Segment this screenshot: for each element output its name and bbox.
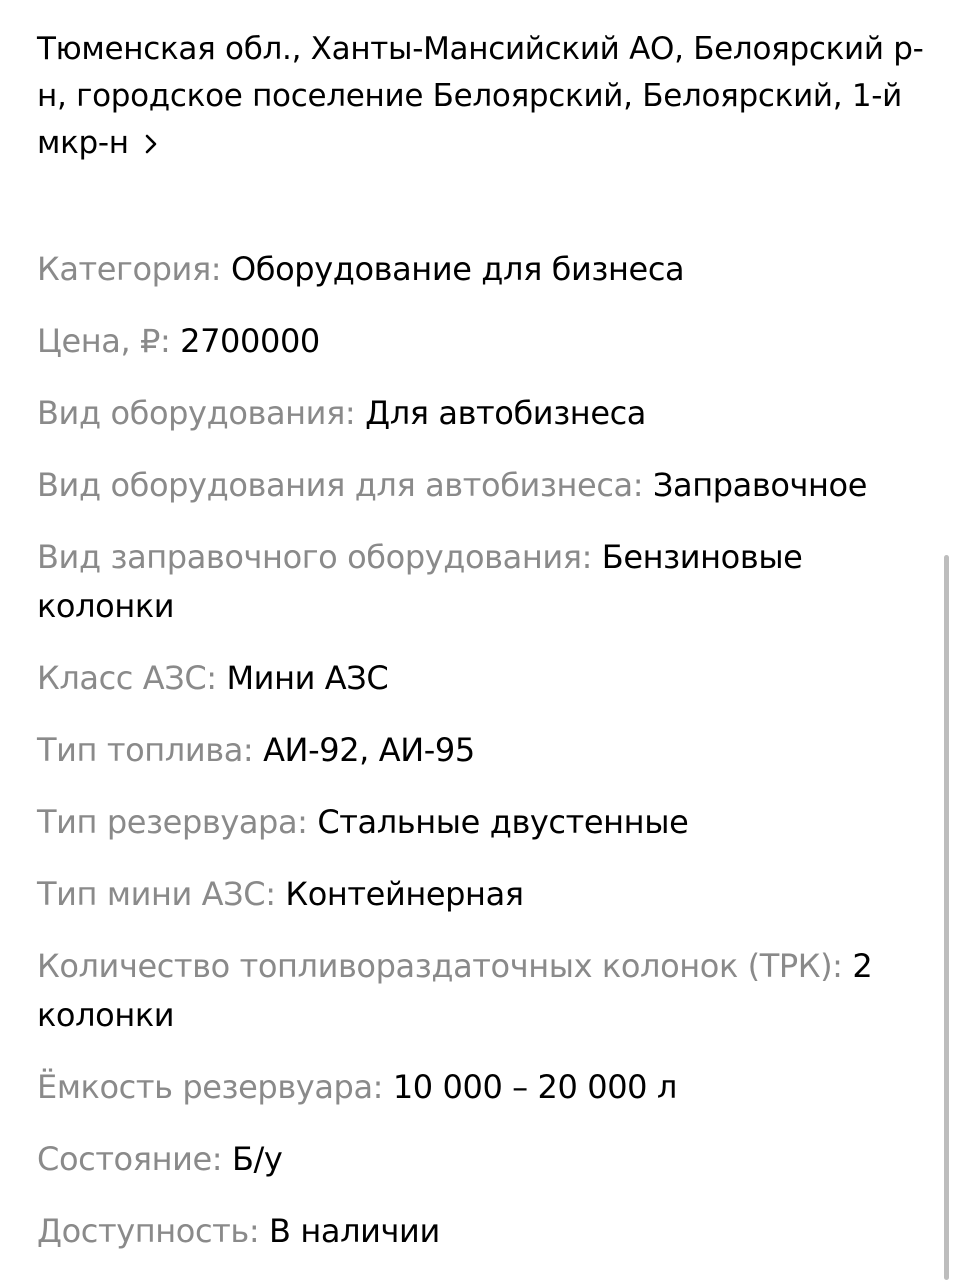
param-equipment-type <box>37 389 937 438</box>
param-label: Вид заправочного оборудования: <box>37 538 592 576</box>
address-link[interactable] <box>37 26 937 167</box>
scrollbar[interactable] <box>944 555 949 1280</box>
param-value: Для автобизнеса <box>365 394 647 432</box>
param-value: Бензиновые колонки <box>37 538 803 625</box>
param-value: Мини АЗС <box>226 659 389 697</box>
param-value: В наличии <box>269 1212 440 1250</box>
param-value: Контейнерная <box>285 875 524 913</box>
param-value: 2 колонки <box>37 947 873 1034</box>
param-tank-type <box>37 798 937 847</box>
param-value: Заправочное <box>652 466 868 504</box>
param-fueling-equipment-type <box>37 533 937 631</box>
param-label: Тип резервуара: <box>37 803 308 841</box>
param-label: Класс АЗС: <box>37 659 217 697</box>
chevron-right-icon <box>139 132 163 156</box>
param-label: Вид оборудования: <box>37 394 356 432</box>
param-label: Вид оборудования для автобизнеса: <box>37 466 644 504</box>
param-label: Цена, ₽: <box>37 322 171 360</box>
param-station-class <box>37 654 937 703</box>
param-fuel-type <box>37 726 937 775</box>
address-text: Тюменская обл., Ханты-Мансийский АО, Белоярский р-н, городское поселение Белоярский, Белоярский, 1-й мкр-н <box>37 31 924 161</box>
param-value: 10 000 – 20 000 л <box>392 1068 677 1106</box>
param-label: Количество топливораздаточных колонок (ТРК): <box>37 947 843 985</box>
param-availability <box>37 1207 937 1256</box>
param-label: Доступность: <box>37 1212 260 1250</box>
param-mini-station-type <box>37 870 937 919</box>
param-label: Тип топлива: <box>37 731 254 769</box>
param-value: Оборудование для бизнеса <box>230 250 685 288</box>
param-value: АИ-92, АИ-95 <box>263 731 475 769</box>
param-value: Б/у <box>231 1140 283 1178</box>
param-price <box>37 317 937 366</box>
param-label: Ёмкость резервуара: <box>37 1068 384 1106</box>
param-value: 2700000 <box>180 322 320 360</box>
param-tank-capacity <box>37 1063 937 1112</box>
param-category <box>37 245 937 294</box>
param-label: Состояние: <box>37 1140 223 1178</box>
param-condition <box>37 1135 937 1184</box>
params-list <box>37 245 937 1279</box>
param-dispenser-count <box>37 942 937 1040</box>
param-value: Стальные двустенные <box>317 803 689 841</box>
param-autobusiness-equipment-type <box>37 461 937 510</box>
param-label: Тип мини АЗС: <box>37 875 276 913</box>
param-label: Категория: <box>37 250 222 288</box>
